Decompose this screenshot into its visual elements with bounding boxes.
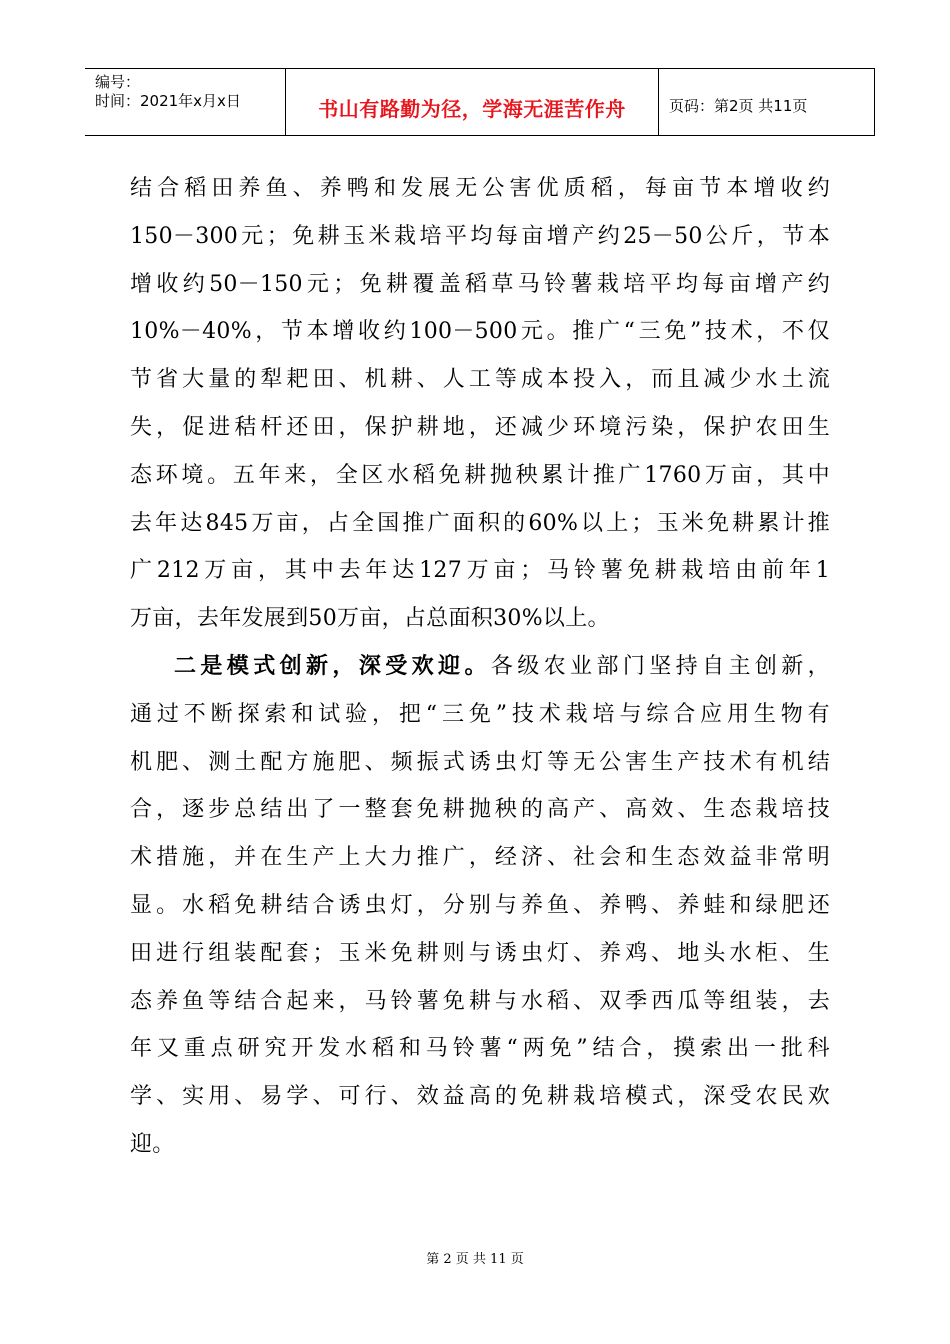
header-page-label: 页码：第2页 共11页: [669, 97, 808, 115]
text-line: 机肥、测土配方施肥、频振式诱虫灯等无公害生产技术有机结: [130, 749, 830, 775]
paragraph-heading: 二是模式创新，深受欢迎。: [174, 652, 491, 679]
text-line: 通过不断探索和试验，把“三免”技术栽培与综合应用生物有: [130, 701, 830, 727]
page-footer: 第 2 页 共 11 页: [426, 1252, 524, 1267]
text-line: 田进行组装配套；玉米免耕则与诱虫灯、养鸡、地头水柜、生: [130, 940, 830, 966]
text-line: 态养鱼等结合起来，马铃薯免耕与水稻、双季西瓜等组装，去: [130, 988, 830, 1014]
header-page-cell: [659, 69, 875, 135]
page-header: [85, 68, 875, 136]
text-line: 结合稻田养鱼、养鸭和发展无公害优质稻，每亩节本增收约: [130, 176, 830, 201]
document-body: [130, 165, 830, 1169]
text-line: 术措施，并在生产上大力推广，经济、社会和生态效益非常明: [130, 845, 830, 871]
time-label: 时间：2021年x月x日: [95, 92, 241, 110]
motto-text: 书山有路勤为径，学海无涯苦作舟: [318, 97, 626, 121]
text-line: 态环境。五年来，全区水稻免耕抛秧累计推广1760万亩，其中: [130, 462, 830, 488]
paragraph-1: [130, 165, 830, 643]
header-motto-cell: [285, 69, 659, 135]
text-line: 迎。: [130, 1131, 175, 1157]
text-line: 显。水稻免耕结合诱虫灯，分别与养鱼、养鸭、养蛙和绿肥还: [130, 892, 830, 918]
text-line: 150－300元；免耕玉米栽培平均每亩增产约25－50公斤，节本: [130, 223, 830, 249]
text-line: 10%－40%，节本增收约100－500元。推广“三免”技术，不仅: [130, 319, 830, 345]
paragraph-2: [130, 643, 830, 1169]
text-line: 去年达845万亩，占全国推广面积的60%以上；玉米免耕累计推: [130, 510, 830, 536]
number-label: 编号：: [95, 73, 141, 91]
text-line: 万亩，去年发展到50万亩，占总面积30%以上。: [130, 606, 610, 632]
text-line: 学、实用、易学、可行、效益高的免耕栽培模式，深受农民欢: [130, 1084, 830, 1110]
text-line: 合，逐步总结出了一整套免耕抛秧的高产、高效、生态栽培技: [130, 797, 830, 823]
text-line: 增收约50－150元；免耕覆盖稻草马铃薯栽培平均每亩增产约: [130, 271, 830, 297]
header-meta: [85, 69, 285, 135]
paragraph-2-first-line: [130, 643, 830, 691]
text-line: 年又重点研究开发水稻和马铃薯“两免”结合，摸索出一批科: [130, 1036, 830, 1062]
text-line: 失，促进秸杆还田，保护耕地，还减少环境污染，保护农田生: [130, 414, 830, 440]
text-line: 广212万亩，其中去年达127万亩；马铃薯免耕栽培由前年1: [130, 558, 830, 584]
paragraph-lead-text: 各级农业部门坚持自主创新，: [490, 653, 830, 679]
text-line: 节省大量的犁耙田、机耕、人工等成本投入，而且减少水土流: [130, 367, 830, 393]
